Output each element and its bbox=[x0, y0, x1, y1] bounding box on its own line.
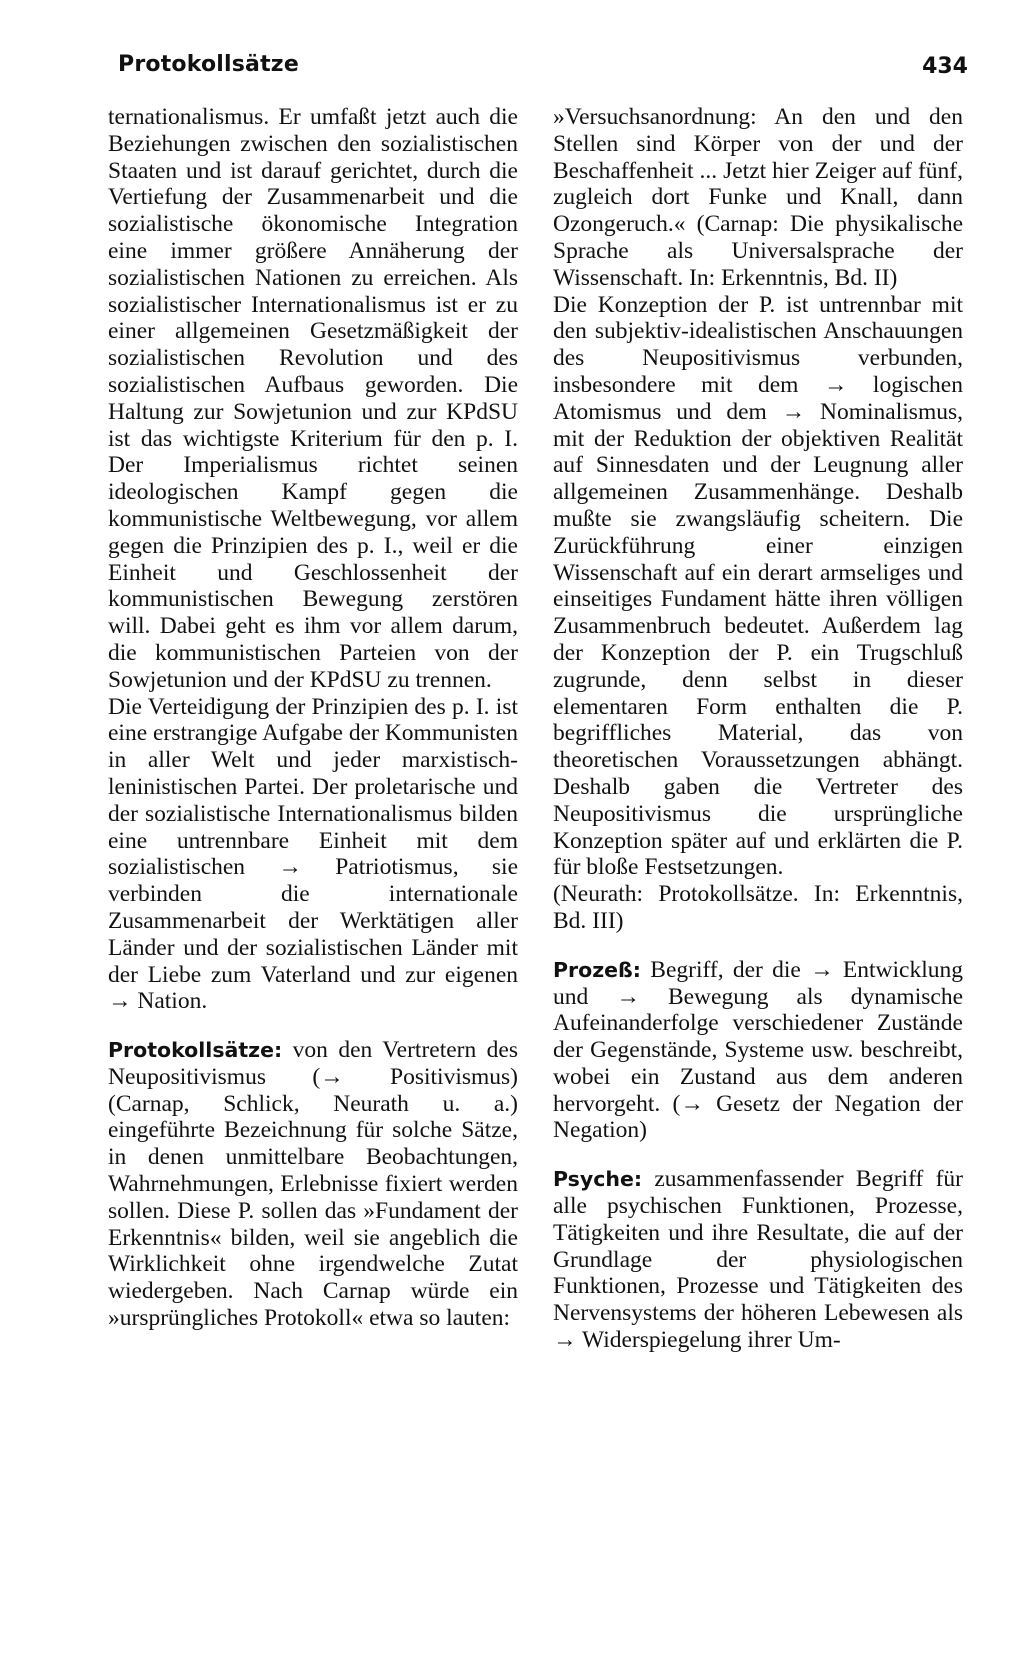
paragraph-neurath-reference: (Neurath: Protokollsätze. In: Erkenntnis, Bd. III) bbox=[553, 881, 963, 934]
page-number: 434 bbox=[922, 54, 968, 79]
entry-text-protokollsaetze: von den Vertretern des Neupositivismus (→ Positivismus) (Carnap, Schlick, Neurath u. a.) eingeführte Bezeichnung für solche Sätze, in denen unmittelbare Beobachtungen, Wahrnehmungen, Erlebnisse fixiert werden sollen. Diese P. sollen das »Fundament der Erkenntnis« bilden, weil sie angeblich die Wirklichkeit ohne irgendwelche Zutat wiedergeben. Nach Carnap würde ein »ursprüngliches Protokoll« etwa so lauten: bbox=[108, 1037, 519, 1332]
entry-lemma-prozess: Prozeß: bbox=[553, 957, 641, 982]
entry-lemma-protokollsaetze: Protokollsätze: bbox=[108, 1038, 283, 1063]
entry-text-prozess: Begriff, der die → Entwicklung und → Bewegung als dynamische Aufeinanderfolge verschiedener Zustände der Gegenstände, Systeme usw. beschreibt, wobei ein Zustand aus dem anderen hervorgeht. (→ Gesetz der Negation der Negation) bbox=[553, 956, 964, 1144]
entry-lemma-psyche: Psyche: bbox=[553, 1167, 643, 1192]
running-head: Protokollsätze bbox=[118, 52, 299, 77]
paragraph-internationalismus-continued: ternationalismus. Er umfaßt jetzt auch die Beziehungen zwischen den sozialistischen Staaten und ist darauf gerichtet, durch die Vertiefung der Zusammenarbeit und die sozialistische ökonomische Integration eine immer größere Annäherung der sozialistischen Nationen zu erreichen. Als sozialistischer Internationalismus ist er zu einer allgemeinen Gesetzmäßigkeit der sozialistischen Revolution und des sozialistischen Aufbaus geworden. Die Haltung zur Sowjetunion und zur KPdSU ist das wichtigste Kriterium für den p. I. Der Imperialismus richtet seinen ideologischen Kampf gegen die kommunistische Weltbewegung, vor allem gegen die Prinzipien des p. I., weil er die Einheit und Geschlossenheit der kommunistischen Bewegung zerstören will. Dabei geht es ihm vor allem darum, die kommunistischen Parteien von der Sowjetunion und der KPdSU zu trennen. bbox=[108, 104, 518, 693]
paragraph-konzeption: Die Konzeption der P. ist untrennbar mit den subjektiv-idealistischen Anschauungen des Neupositivismus verbunden, insbesondere mit dem → logischen Atomismus und dem → Nominalismus, mit der Reduktion der objektiven Realität auf Sinnesdaten und der Leugnung aller allgemeinen Zusammenhänge. Deshalb mußte sie zwangsläufig scheitern. Die Zurückführung einer einzigen Wissenschaft auf ein derart armseliges und einseitiges Fundament hätte ihren völligen Zusammenbruch bedeutet. Außerdem lag der Konzeption der P. ein Trugschluß zugrunde, denn selbst in dieser elementaren Form enthalten die P. begriffliches Material, das von theoretischen Voraussetzungen abhängt. Deshalb gaben die Vertreter des Neupositivismus die ursprüngliche Konzeption später auf und erklärten die P. für bloße Festsetzungen. bbox=[553, 291, 963, 881]
entry-prozess bbox=[553, 957, 963, 1145]
right-column bbox=[553, 104, 963, 1354]
paragraph-verteidigung: Die Verteidigung der Prinzipien des p. I. ist eine erstrangige Aufgabe der Kommunisten in aller Welt und jeder marxistisch-leninistischen Partei. Der proletarische und der sozialistische Internationalismus bilden eine untrennbare Einheit mit dem sozialistischen → Patriotismus, sie verbinden die internationale Zusammenarbeit der Werktätigen aller Länder und der sozialistischen Länder mit der Liebe zum Vaterland und zur eigenen → Nation. bbox=[108, 693, 518, 1015]
left-column bbox=[108, 104, 518, 1332]
paragraph-carnap-quote: »Versuchsanordnung: An den und den Stellen sind Körper von der und der Beschaffenheit ... Jetzt hier Zeiger auf fünf, zugleich dort Funke und Knall, dann Ozongeruch.« (Carnap: Die physikalische Sprache als Universalsprache der Wissenschaft. In: Erkenntnis, Bd. II) bbox=[553, 104, 963, 291]
entry-text-psyche: zusammenfassender Begriff für alle psychischen Funktionen, Prozesse, Tätigkeiten und ihre Resultate, die auf der Grundlage der physiologischen Funktionen, Prozesse und Tätigkeiten des Nervensystems der höheren Lebewesen als → Widerspiegelung ihrer Um- bbox=[553, 1166, 963, 1354]
entry-protokollsaetze bbox=[108, 1037, 518, 1332]
entry-psyche bbox=[553, 1166, 963, 1354]
